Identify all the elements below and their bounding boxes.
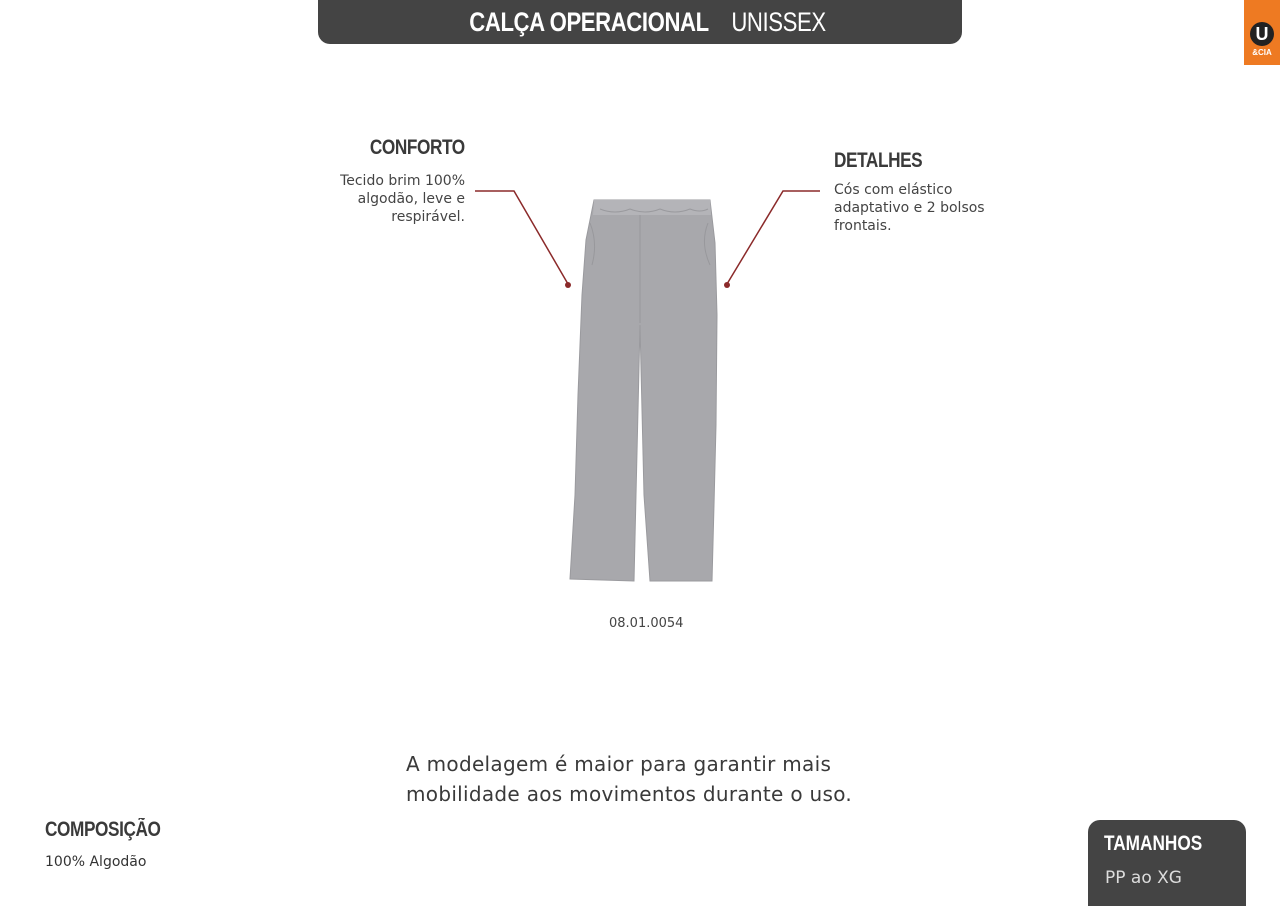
conforto-heading: CONFORTO xyxy=(370,136,465,159)
detalhes-text: Cós com elástico adaptativo e 2 bolsos frontais. xyxy=(834,182,985,234)
sizes-heading: TAMANHOS xyxy=(1104,832,1203,855)
composition-heading: COMPOSIÇÃO xyxy=(45,818,161,841)
conforto-callout-line xyxy=(475,191,568,284)
sizes-value: PP ao XG xyxy=(1105,868,1182,888)
fit-note-line1: A modelagem é maior para garantir mais xyxy=(406,752,832,776)
detalhes-heading: DETALHES xyxy=(834,149,923,172)
sizes-box xyxy=(1088,820,1246,906)
fit-note-line2: mobilidade aos movimentos durante o uso. xyxy=(406,782,853,806)
title-light: UNISSEX xyxy=(731,6,827,37)
detalhes-callout-line xyxy=(727,191,820,284)
fit-note xyxy=(406,749,852,809)
pants-image xyxy=(560,195,730,590)
title-bold: CALÇA OPERACIONAL xyxy=(469,6,710,37)
conforto-text: Tecido brim 100% algodão, leve e respirável. xyxy=(340,173,465,225)
logo-sub: &CIA xyxy=(1252,48,1272,57)
logo-letter: U xyxy=(1250,22,1274,46)
composition-value: 100% Algodão xyxy=(45,854,147,870)
product-code: 08.01.0054 xyxy=(609,616,684,631)
